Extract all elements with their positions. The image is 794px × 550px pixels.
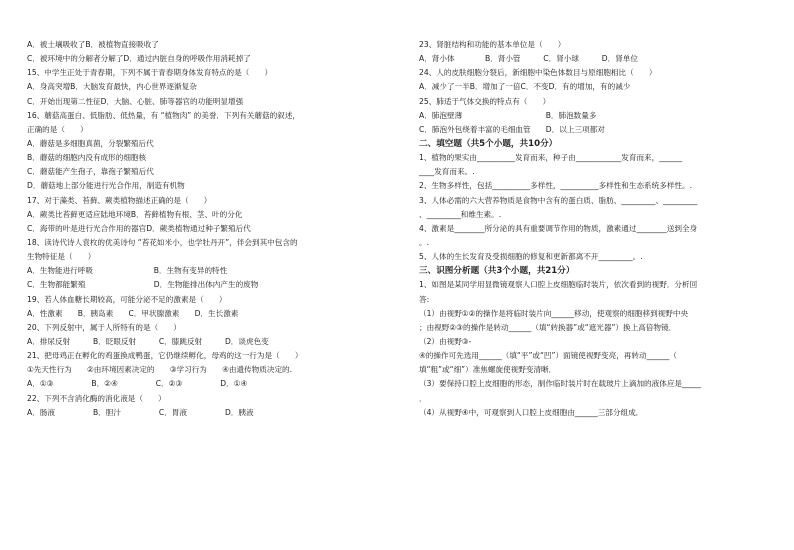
text-line: C．海带的叶是进行光合作用的器官D．蕨类植物通过种子繁殖后代 xyxy=(27,223,251,233)
text-line: 答: xyxy=(419,294,430,304)
text-line: C．被环境中的分解者分解了D．通过内脏自身的呼吸作用消耗掉了 xyxy=(27,54,251,64)
left-column xyxy=(27,38,389,420)
text-line: ____发育而来。. xyxy=(419,167,475,177)
text-line: A．生物能进行呼吸 B．生物有变异的特性 xyxy=(27,266,228,276)
text-line: 22、下列不含消化酶的消化液是（ ） xyxy=(27,393,166,403)
text-line: 15、中学生正处于青春期，下列不属于青春期身体发育特点的是（ ） xyxy=(27,68,273,78)
section-heading: 二、填空题（共5个小题，共10分） xyxy=(419,138,558,149)
text-line: B．蘑菇的细胞内没有成形的细胞核 xyxy=(27,153,147,163)
text-line: C．开始出现第二性征D．大脑、心脏、肺等器官的功能明显增强 xyxy=(27,96,244,106)
text-line: ④的操作可先选用______（填“平”或“凹”）面镜使视野变亮，再转动______（ xyxy=(419,351,677,361)
text-line: A．排尿反射 B．眨眼反射 C．膝跳反射 D．谈虎色变 xyxy=(27,336,269,346)
text-line: 4、激素是________所分泌的具有重要调节作用的物质，激素通过________送到全身 xyxy=(419,223,698,233)
text-line: A．蕨类比苔藓更适应陆地环境B．苔藓植物有根、茎、叶的分化 xyxy=(27,209,243,219)
text-line: A．身高突增B．大脑发育最快，内心世界逐渐复杂 xyxy=(27,82,197,92)
text-line: A．肠液 B．胆汁 C．胃液 D．胰液 xyxy=(27,407,254,417)
text-line: 5、人体的生长发育及受损细胞的修复和更新都离不开_________。. xyxy=(419,252,643,262)
text-line: ①先天性行为 ②由环境因素决定的 ③学习行为 ④由遗传物质决定的. xyxy=(27,365,293,375)
text-line: 16、蘑菇高蛋白、低脂肪、低热量，有 “植物肉” 的美誉．下列有关蘑菇的叙述， xyxy=(27,110,300,120)
text-line: 17、对于藻类、苔藓、蕨类植物描述正确的是（ ） xyxy=(27,195,212,205)
text-line: （4）从视野④中，可观察到人口腔上皮细胞由______三部分组成． xyxy=(419,407,644,417)
text-line: 18、读诗代诗人袁枚的优美诗句 “苔花如米小，也学牡丹开”，伴会到其中包含的 xyxy=(27,237,298,247)
text-line: 3、人体必需的六大营养物质是食物中含有的蛋白质、脂肪、_________、_________ xyxy=(419,195,698,205)
text-line: 23、肾脏结构和功能的基本单位是（ ） xyxy=(419,40,566,49)
text-line: D．蘑菇地上部分能进行光合作用，制造有机物 xyxy=(27,181,185,191)
text-line: ． xyxy=(419,393,427,403)
text-line: 20、下列反射中，属于人所特有的是（ ） xyxy=(27,322,181,332)
text-line: ；由视野②③的操作是转动______（填“转换器”或“遮光器”）换上高倍物镜． xyxy=(419,322,677,332)
text-line: C．蘑菇能产生孢子，靠孢子繁殖后代 xyxy=(27,167,154,177)
section-heading: 三、识图分析题（共3个小题，共21分） xyxy=(419,266,575,277)
text-line: 2、生物多样性，包括__________多样性，__________多样性和生态系统多样性。. xyxy=(419,181,693,191)
text-line: A．蘑菇是多细胞真菌，分裂繁殖后代 xyxy=(27,138,154,148)
right-column xyxy=(419,38,779,420)
text-line: 24、人的皮肤细胞分裂后，新细胞中染色体数目与原细胞相比（ ） xyxy=(419,68,657,78)
text-line: （3）要保持口腔上皮细胞的形态，制作临时装片时在载玻片上滴加的液体应是_____ xyxy=(419,379,701,389)
text-line: A．性激素 B．胰岛素 C．甲状腺激素 D．生长激素 xyxy=(27,308,239,318)
text-line: 25、肺适于气体交换的特点有（ ） xyxy=(419,96,551,106)
text-line: A．肺泡壁薄 B．肺泡数量多 xyxy=(419,110,597,120)
text-line: C．生物都能繁殖 D．生物能排出体内产生的废物 xyxy=(27,280,259,290)
text-line: 生物特征是（ ） xyxy=(27,252,96,262)
text-line: 。. xyxy=(419,237,430,247)
text-line: A．肾小体 B．肾小管 C．肾小球 D．肾单位 xyxy=(419,54,638,64)
text-line: 21、把母鸡正在孵化的鸡蛋换成鸭蛋，它仍继续孵化，母鸡的这一行为是（ ） xyxy=(27,351,303,361)
text-line: 1、植物的果实由__________发育而来，种子由____________发育而来，______ xyxy=(419,153,683,163)
text-line: （2）由视野③- xyxy=(419,336,472,346)
text-line: 1、如图是某同学用显微镜观察人口腔上皮细胞临时装片，依次看到的视野．分析回 xyxy=(419,280,698,290)
text-line: A．被土壤吸收了B．被植物直接吸收了 xyxy=(27,40,159,49)
text-line: A．①③ B．②④ C．②③ D．①④ xyxy=(27,379,248,389)
text-line: A．减少了一半B．增加了一倍C．不变D．有的增加，有的减少 xyxy=(419,82,631,92)
text-line: 填“粗”或“细”）准焦螺旋使视野变清晰． xyxy=(419,365,557,375)
text-line: 正确的是（ ） xyxy=(27,124,88,134)
text-line: 19、若人体血糖长期较高，可能分泌不足的激素是（ ） xyxy=(27,294,227,304)
text-line: 、_________和维生素。. xyxy=(419,209,502,219)
text-line: （1）由视野①②的操作是将临时装片向______移动，使观察的细胞移到视野中央 xyxy=(419,308,689,318)
text-line: C．肺泡外包绕着丰富的毛细血管 D．以上三项都对 xyxy=(419,124,605,134)
